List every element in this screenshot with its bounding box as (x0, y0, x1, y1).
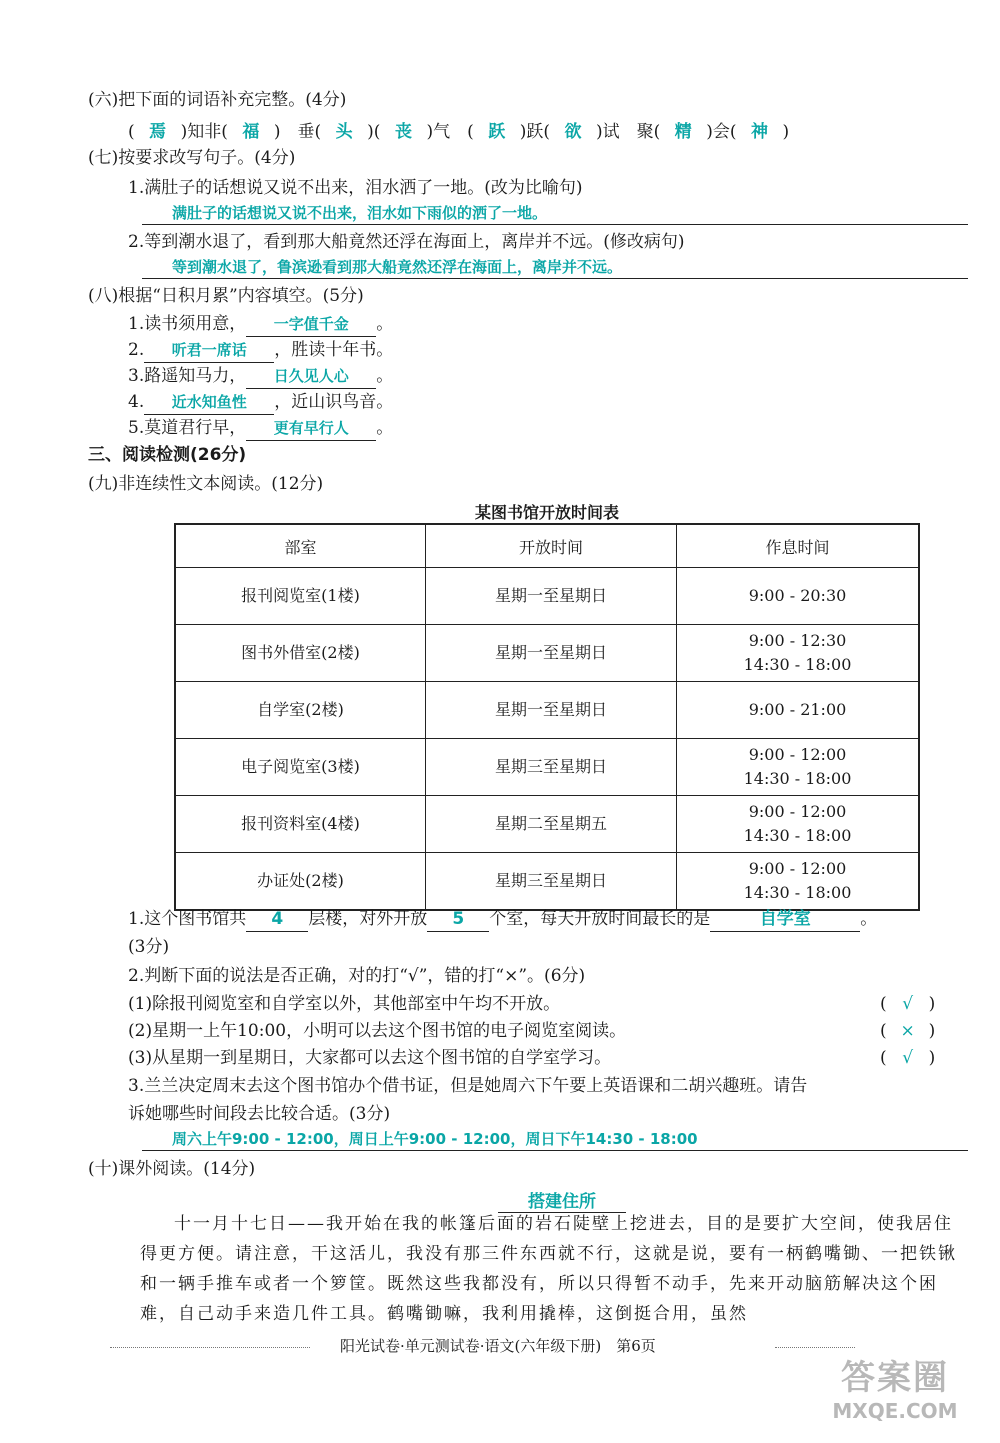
accumulation-item (128, 416, 393, 441)
column-header: 部室 (175, 524, 426, 568)
table-row (175, 853, 919, 911)
watermark-logo: 答案圈 (841, 1358, 949, 1398)
item-suffix: 。 (376, 366, 394, 386)
fill-text: ( (128, 122, 135, 142)
days-cell: 星期一至星期日 (426, 625, 677, 682)
answer-line-3 (142, 1128, 968, 1151)
hours-line: 9:00 - 20:30 (748, 586, 847, 605)
q1-text-a: 1.这个图书馆共 (128, 909, 247, 929)
paren: ) (928, 994, 936, 1014)
fill-text: ) (782, 122, 790, 142)
item-prefix: 3.路遥知马力， (128, 366, 247, 386)
accumulation-item (128, 390, 393, 415)
item-prefix: 4. (128, 392, 145, 412)
question-3-answer: 周六上午9:00 - 12:00，周日上午9:00 - 12:00，周日下午14:30 - 18:00 (172, 1130, 698, 1148)
days-cell: 星期三至星期日 (426, 853, 677, 911)
table-row (175, 625, 919, 682)
rewrite-question-2: 2.等到潮水退了，看到那大船竟然还浮在海面上，离岸并不远。(修改病句) (128, 232, 685, 252)
section-7-heading: (七)按要求改写句子。(4分) (88, 148, 296, 168)
fill-text: )( (367, 122, 381, 142)
fill-text: )气 ( (426, 122, 474, 142)
room-cell: 电子阅览室(3楼) (175, 739, 426, 796)
fill-text: )试 聚( (595, 122, 661, 142)
room-cell: 报刊阅览室(1楼) (175, 568, 426, 625)
q1-text-b: 层楼，对外开放 (308, 909, 428, 929)
fill-answer: 神 (751, 122, 768, 142)
section-3-heading: 三、阅读检测(26分) (88, 445, 247, 465)
q1-answer-room: 自学室 (710, 907, 860, 932)
judge-mark: √ (902, 1048, 914, 1068)
room-cell: 图书外借室(2楼) (175, 625, 426, 682)
item-answer: 更有早行人 (246, 416, 376, 441)
idiom-fill-row (128, 120, 789, 144)
table-row (175, 568, 919, 625)
paren: ) (928, 1021, 936, 1041)
section-10-heading: (十)课外阅读。(14分) (88, 1159, 256, 1179)
judge-item (128, 1019, 968, 1043)
days-cell: 星期二至星期五 (426, 796, 677, 853)
judge-mark-box (880, 1046, 935, 1070)
hours-line: 9:00 - 21:00 (748, 700, 847, 719)
item-answer: 一字值千金 (246, 312, 376, 337)
table-row (175, 796, 919, 853)
q1-text-c: 个室，每天开放时间最长的是 (489, 909, 711, 929)
days-cell: 星期三至星期日 (426, 739, 677, 796)
hours-cell (677, 568, 920, 625)
hours-cell (677, 739, 920, 796)
column-header: 开放时间 (426, 524, 677, 568)
paren: ( (880, 994, 887, 1014)
answer-line-2 (142, 256, 968, 279)
accumulation-item (128, 364, 393, 389)
page-footer: 阳光试卷·单元测试卷·语文(六年级下册) 第6页 (340, 1337, 656, 1355)
answer-line-1 (142, 202, 968, 225)
judge-item (128, 1046, 968, 1070)
fill-answer: 欲 (564, 122, 582, 142)
days-cell: 星期一至星期日 (426, 682, 677, 739)
judge-item (128, 992, 968, 1016)
fill-text: )会( (706, 122, 737, 142)
fill-answer: 福 (242, 122, 260, 142)
reading-passage: 十一月十七日——我开始在我的帐篷后面的岩石陡壁上挖进去，目的是要扩大空间，使我居住得更方便。请注意，干这活儿，我没有那三件东西就不行，这就是说，要有一柄鹤嘴锄、一把铁锹和一辆手推车或者一个箩筐。既然这些我都没有，所以只得暂不动手，先来开动脑筋解决这个困难，自己动手来造几件工具。鹤嘴锄嘛，我利用撬棒，这倒挺合用，虽然 (140, 1214, 957, 1324)
judge-text: (3)从星期一到星期日，大家都可以去这个图书馆的自学室学习。 (128, 1048, 612, 1068)
table-title: 某图书馆开放时间表 (474, 503, 619, 522)
item-answer: 近水知鱼性 (144, 390, 274, 415)
q1-answer-rooms: 5 (427, 907, 489, 932)
hours-line: 9:00 - 12:00 (748, 859, 847, 878)
question-3-line-2: 诉她哪些时间段去比较合适。(3分) (128, 1104, 391, 1124)
judge-mark-box (880, 1019, 935, 1043)
fill-text: )跃( (519, 122, 550, 142)
section-9-heading: (九)非连续性文本阅读。(12分) (88, 474, 324, 494)
hours-line: 9:00 - 12:00 (748, 802, 847, 821)
table-row (175, 682, 919, 739)
column-header: 作息时间 (677, 524, 920, 568)
watermark (820, 1350, 970, 1435)
table-row (175, 739, 919, 796)
question-3-line-1: 3.兰兰决定周末去这个图书馆办个借书证，但是她周六下午要上英语课和二胡兴趣班。请告 (128, 1076, 808, 1096)
judge-text: (2)星期一上午10:00，小明可以去这个图书馆的电子阅览室阅读。 (128, 1021, 627, 1041)
fill-text: )知非( (180, 122, 228, 142)
section-8-heading: (八)根据“日积月累”内容填空。(5分) (88, 286, 364, 306)
hours-line: 9:00 - 12:00 (748, 745, 847, 764)
room-cell: 报刊资料室(4楼) (175, 796, 426, 853)
reading-title: 搭建住所 (498, 1187, 626, 1213)
item-suffix: ，胜读十年书。 (274, 340, 394, 360)
rewrite-question-1: 1.满肚子的话想说又说不出来，泪水洒了一地。(改为比喻句) (128, 178, 583, 198)
section-6-heading: (六)把下面的词语补充完整。(4分) (88, 90, 347, 110)
fill-answer: 精 (674, 122, 692, 142)
room-cell: 自学室(2楼) (175, 682, 426, 739)
paren: ) (928, 1048, 936, 1068)
fill-answer: 头 (335, 122, 353, 142)
item-answer: 日久见人心 (246, 364, 376, 389)
judge-mark-box (880, 992, 935, 1016)
hours-line: 14:30 - 18:00 (743, 769, 852, 788)
judge-mark: √ (902, 994, 914, 1014)
judge-mark: × (900, 1021, 915, 1041)
q1-answer-floors: 4 (246, 907, 308, 932)
accumulation-item (128, 338, 393, 363)
fill-text: ) 垂( (273, 122, 322, 142)
room-cell: 办证处(2楼) (175, 853, 426, 911)
hours-cell (677, 625, 920, 682)
hours-line: 14:30 - 18:00 (743, 883, 852, 902)
rewrite-answer-2: 等到潮水退了，鲁滨逊看到那大船竟然还浮在海面上，离岸并不远。 (172, 258, 623, 276)
hours-cell (677, 853, 920, 911)
item-suffix: 。 (376, 314, 394, 334)
question-1 (128, 907, 877, 932)
item-suffix: 。 (376, 418, 394, 438)
days-cell: 星期一至星期日 (426, 568, 677, 625)
fill-answer: 丧 (394, 122, 412, 142)
footer-divider-right (775, 1347, 855, 1348)
item-prefix: 1.读书须用意， (128, 314, 247, 334)
q1-text-d: 。 (860, 909, 878, 929)
rewrite-answer-1: 满肚子的话想说又说不出来，泪水如下雨似的洒了一地。 (172, 204, 548, 222)
hours-cell (677, 796, 920, 853)
paren: ( (880, 1048, 887, 1068)
hours-line: 14:30 - 18:00 (743, 655, 852, 674)
judge-text: (1)除报刊阅览室和自学室以外，其他部室中午均不开放。 (128, 994, 561, 1014)
footer-divider-left (110, 1347, 310, 1348)
item-suffix: ，近山识鸟音。 (274, 392, 394, 412)
item-prefix: 2. (128, 340, 145, 360)
library-hours-table (174, 523, 920, 911)
accumulation-item (128, 312, 393, 337)
question-2: 2.判断下面的说法是否正确，对的打“√”，错的打“×”。(6分) (128, 966, 586, 986)
fill-answer: 跃 (488, 122, 506, 142)
item-prefix: 5.莫道君行早， (128, 418, 247, 438)
hours-cell (677, 682, 920, 739)
paren: ( (880, 1021, 887, 1041)
watermark-url: MXQE.COM (832, 1399, 958, 1423)
hours-line: 14:30 - 18:00 (743, 826, 852, 845)
question-1-score: (3分) (128, 937, 170, 957)
fill-answer: 焉 (149, 122, 167, 142)
hours-line: 9:00 - 12:30 (748, 631, 847, 650)
item-answer: 听君一席话 (144, 338, 274, 363)
